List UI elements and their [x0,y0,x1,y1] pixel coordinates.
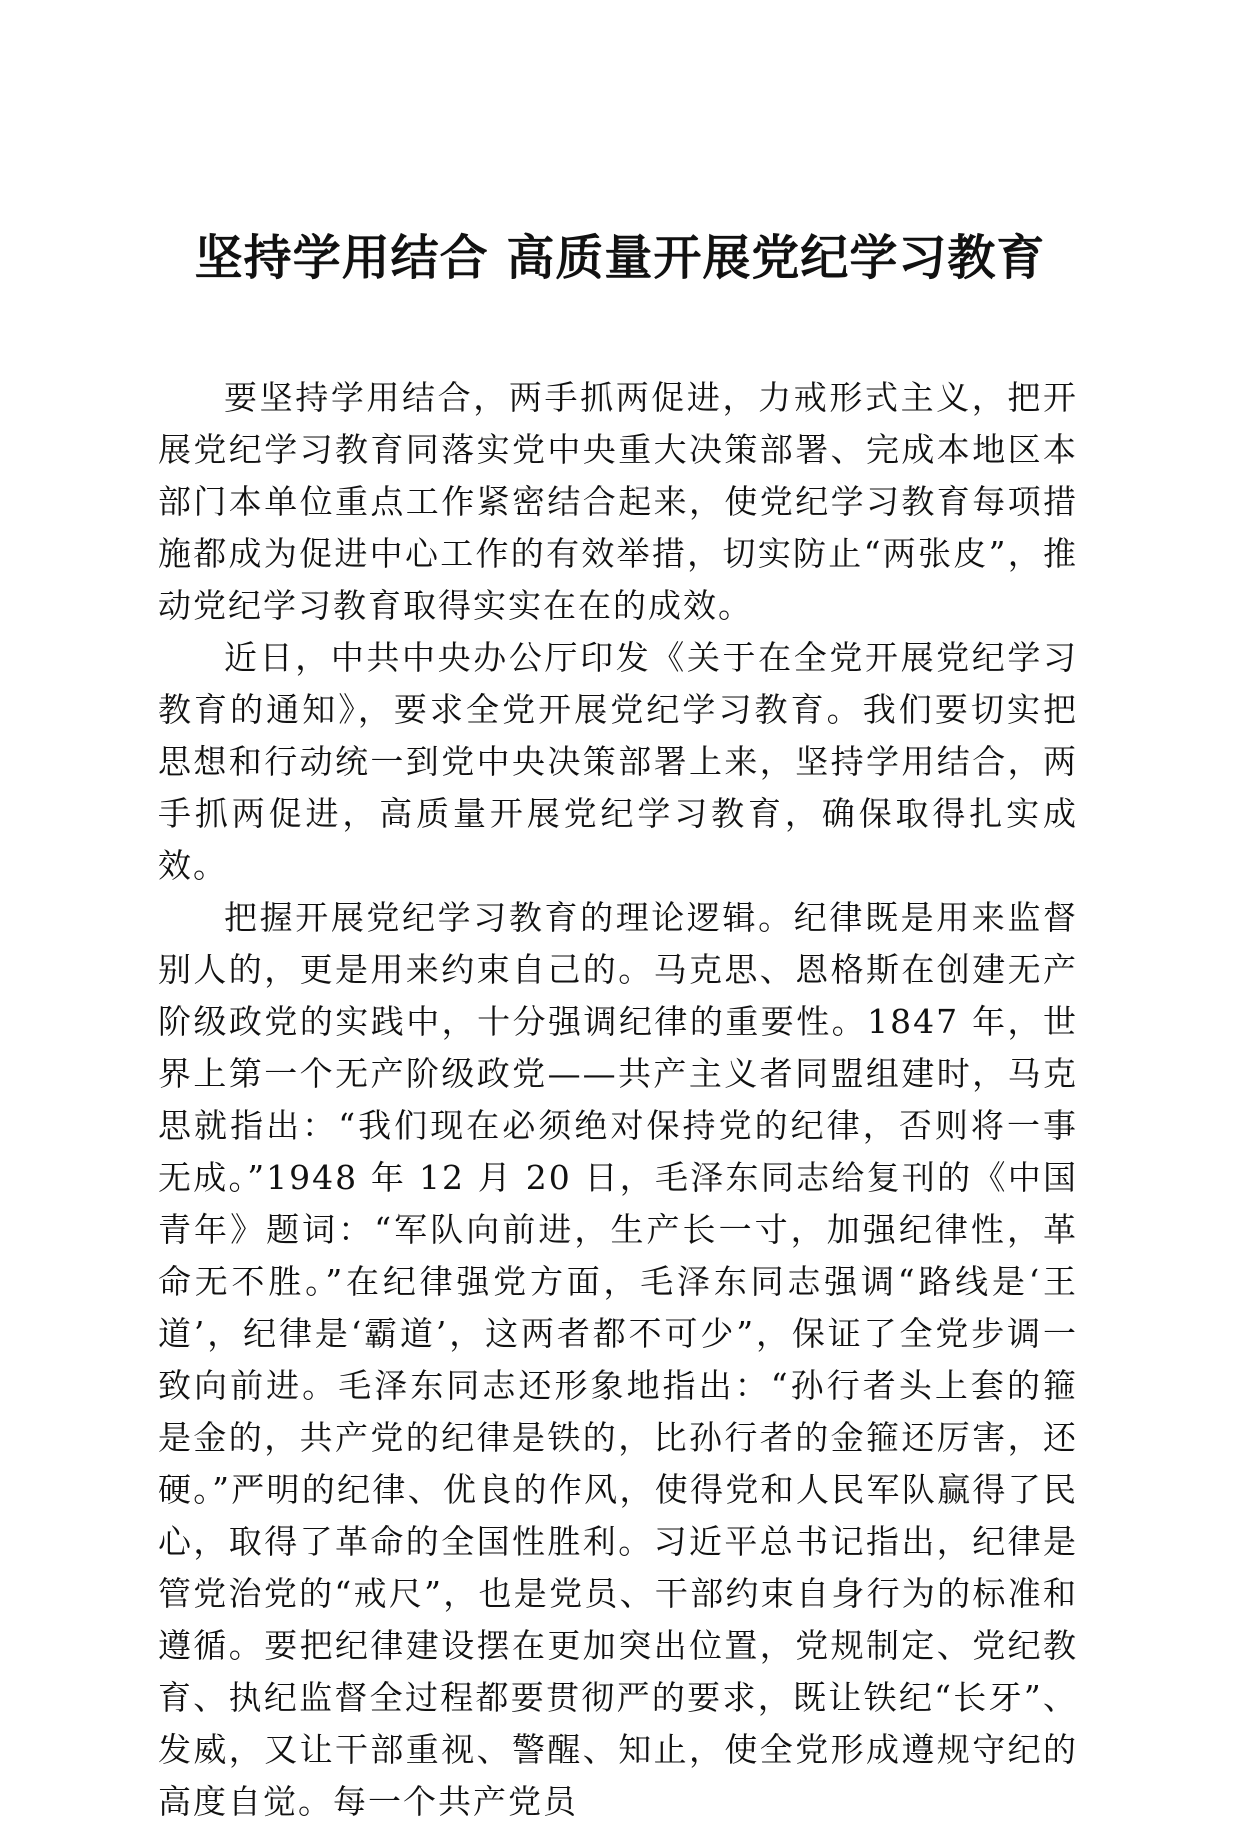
document-body [158,372,1078,1828]
document-title: 坚持学用结合 高质量开展党纪学习教育 [194,230,1046,286]
paragraph-2: 近日，中共中央办公厅印发《关于在全党开展党纪学习教育的通知》，要求全党开展党纪学习教育。我们要切实把思想和行动统一到党中央决策部署上来，坚持学用结合，两手抓两促进，高质量开展党纪学习教育，确保取得扎实成效。 [158,638,1078,885]
paragraph-3: 把握开展党纪学习教育的理论逻辑。纪律既是用来监督别人的，更是用来约束自己的。马克思、恩格斯在创建无产阶级政党的实践中，十分强调纪律的重要性。1847 年，世界上第一个无产阶级政党——共产主义者同盟组建时，马克思就指出：“我们现在必须绝对保持党的纪律，否则将一事无成。”1948 年 12 月 20 日，毛泽东同志给复刊的《中国青年》题词：“军队向前进，生产长一寸，加强纪律性，革命无不胜。”在纪律强党方面，毛泽东同志强调“路线是‘王道’，纪律是‘霸道’，这两者都不可少”，保证了全党步调一致向前进。毛泽东同志还形象地指出：“孙行者头上套的箍是金的，共产党的纪律是铁的，比孙行者的金箍还厉害，还硬。”严明的纪律、优良的作风，使得党和人民军队赢得了民心，取得了革命的全国性胜利。习近平总书记指出，纪律是管党治党的“戒尺”，也是党员、干部约束自身行为的标准和遵循。要把纪律建设摆在更加突出位置，党规制定、党纪教育、执纪监督全过程都要贯彻严的要求，既让铁纪“长牙”、发威，又让干部重视、警醒、知止，使全党形成遵规守纪的高度自觉。每一个共产党员 [158,898,1078,1821]
paragraph-1: 要坚持学用结合，两手抓两促进，力戒形式主义，把开展党纪学习教育同落实党中央重大决策部署、完成本地区本部门本单位重点工作紧密结合起来，使党纪学习教育每项措施都成为促进中心工作的有效举措，切实防止“两张皮”，推动党纪学习教育取得实实在在的成效。 [158,378,1078,625]
